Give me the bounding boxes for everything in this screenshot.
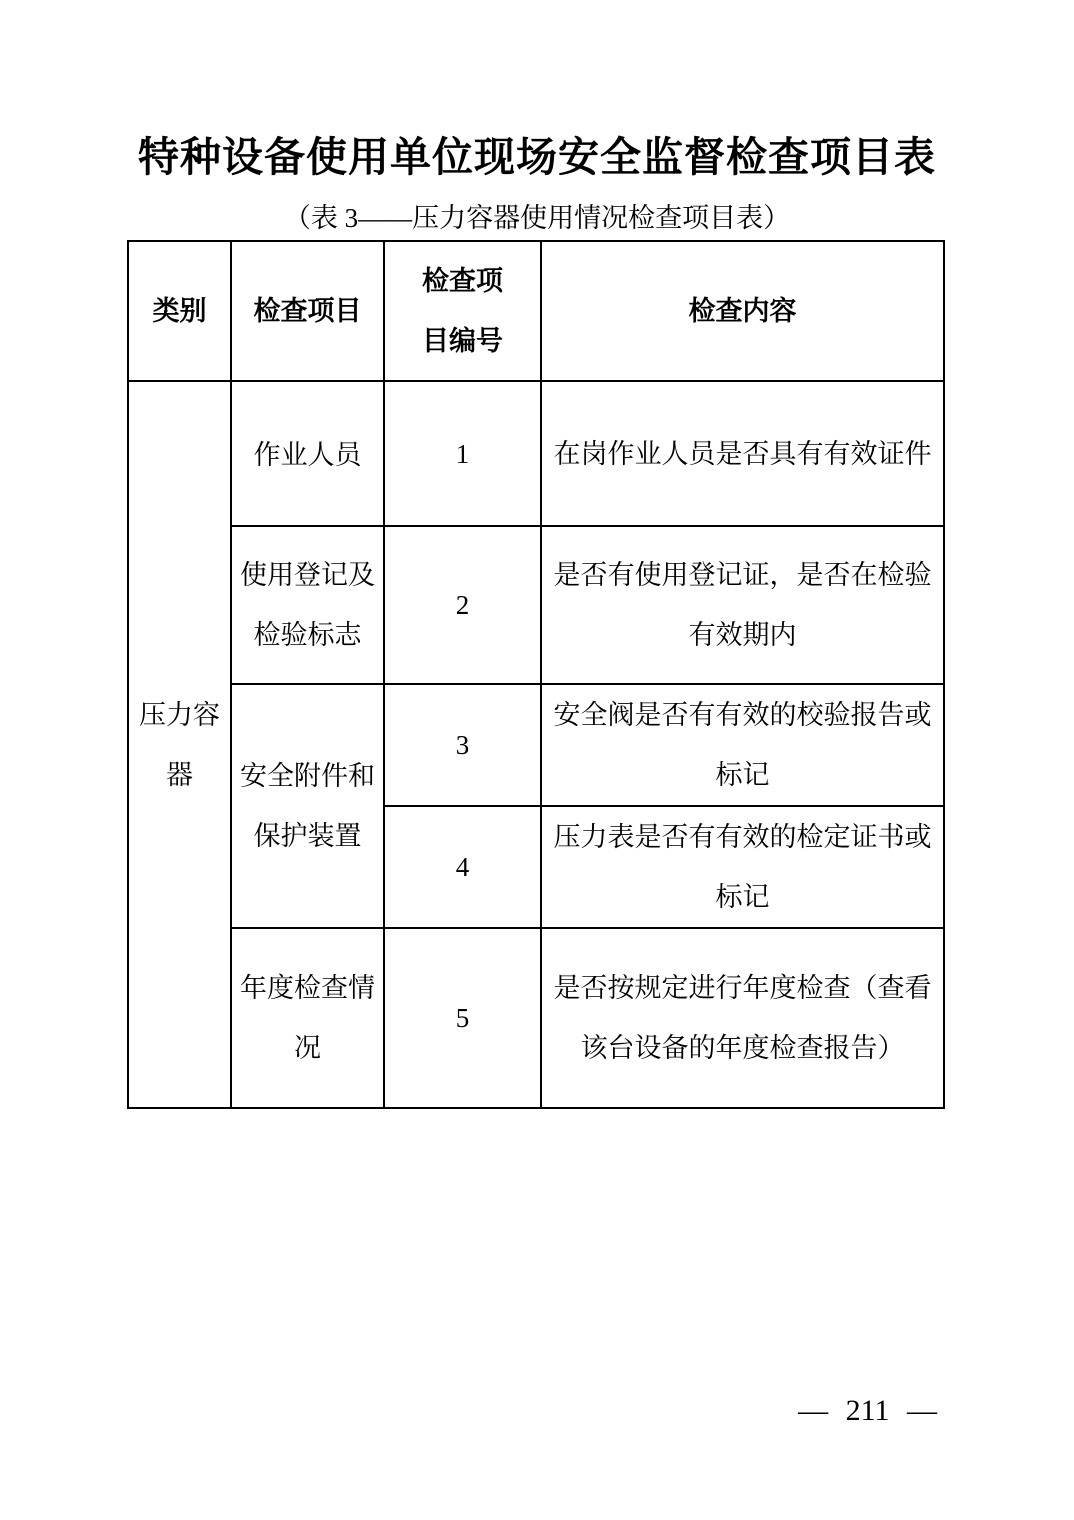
header-item-number-text: 检查项目编号 bbox=[422, 266, 503, 356]
inspection-items-table bbox=[127, 240, 945, 1109]
header-category: 类别 bbox=[128, 241, 231, 381]
table-row bbox=[128, 928, 944, 1108]
item-cell bbox=[231, 928, 384, 1108]
category-text: 压力容器 bbox=[139, 699, 220, 790]
item-number-cell: 2 bbox=[384, 526, 541, 684]
content-cell: 安全阀是否有有效的校验报告或标记 bbox=[541, 684, 944, 806]
category-cell bbox=[128, 381, 231, 1108]
item-cell bbox=[231, 526, 384, 684]
content-cell: 是否按规定进行年度检查（查看该台设备的年度检查报告） bbox=[541, 928, 944, 1108]
header-item-number bbox=[384, 241, 541, 381]
item-number-cell: 4 bbox=[384, 806, 541, 928]
table-header-row bbox=[128, 241, 944, 381]
item-cell bbox=[231, 381, 384, 526]
item-number-cell: 5 bbox=[384, 928, 541, 1108]
item-cell bbox=[231, 684, 384, 928]
content-cell: 在岗作业人员是否具有有效证件 bbox=[541, 381, 944, 526]
table-row bbox=[128, 684, 944, 806]
item-text: 年度检查情况 bbox=[240, 973, 375, 1063]
page-title: 特种设备使用单位现场安全监督检查项目表 bbox=[138, 134, 936, 180]
content-cell: 是否有使用登记证，是否在检验有效期内 bbox=[541, 526, 944, 684]
table-row bbox=[128, 526, 944, 684]
header-item: 检查项目 bbox=[231, 241, 384, 381]
item-text: 安全附件和保护装置 bbox=[240, 761, 375, 851]
content-cell: 压力表是否有有效的检定证书或标记 bbox=[541, 806, 944, 928]
table-row bbox=[128, 381, 944, 526]
item-number-cell: 3 bbox=[384, 684, 541, 806]
page-subtitle: （表 3——压力容器使用情况检查项目表） bbox=[283, 203, 791, 233]
item-text: 作业人员 bbox=[253, 439, 362, 470]
item-text: 使用登记及检验标志 bbox=[240, 560, 375, 650]
header-content: 检查内容 bbox=[541, 241, 944, 381]
page-number: — 211 — bbox=[798, 1394, 937, 1427]
item-number-cell: 1 bbox=[384, 381, 541, 526]
